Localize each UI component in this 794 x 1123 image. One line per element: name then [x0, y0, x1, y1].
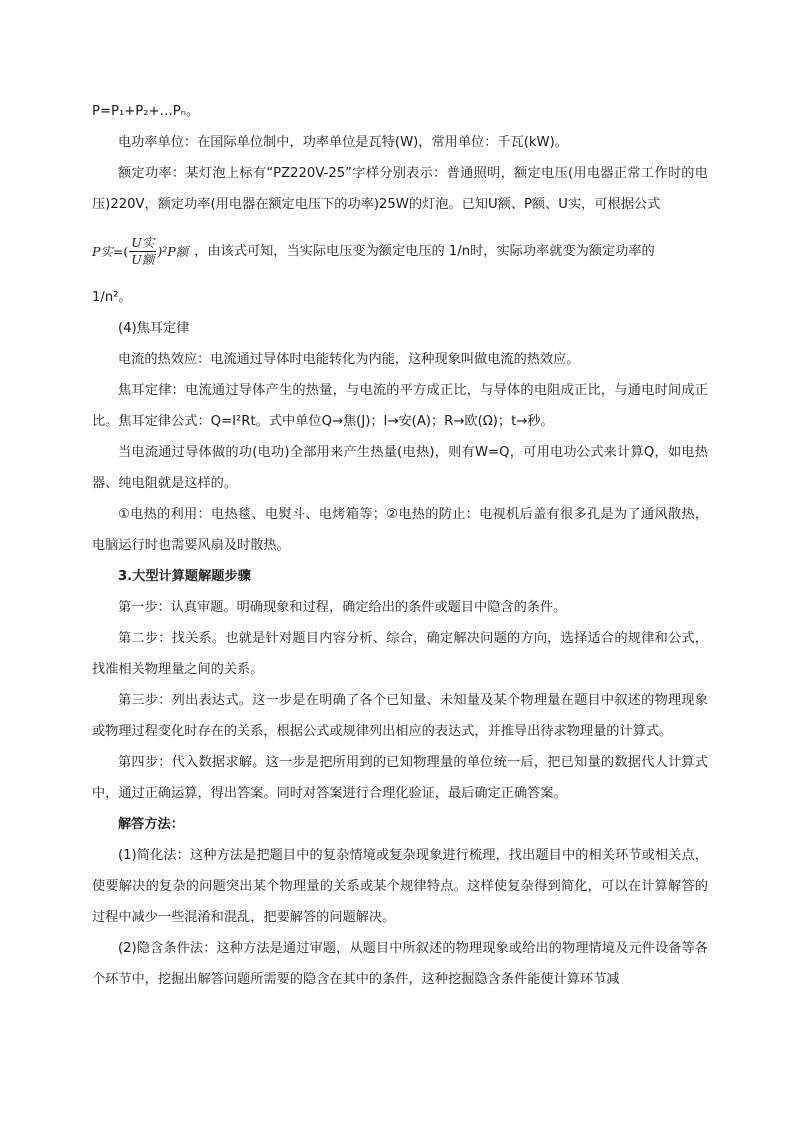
work-heat-paragraph: 当电流通过导体做的功(电功)全部用来产生热量(电热)，则有W=Q，可用电功公式来计算Q，如电热器、纯电阻就是这样的。 [92, 445, 708, 491]
step-two-paragraph: 第二步：找关系。也就是针对题目内容分析、综合，确定解决问题的方向，选择适合的规律和公式，找准相关物理量之间的关系。 [92, 631, 708, 677]
actual-power-formula-line [92, 220, 708, 282]
rated-power-paragraph: 额定功率：某灯泡上标有“PZ220V-25”字样分别表示：普通照明，额定电压(用电器正常工作时的电压)220V，额定功率(用电器在额定电压下的功率)25W的灯泡。已知U额、P额、U实，可根据公式 [92, 166, 708, 212]
hidden-condition-paragraph: (2)隐含条件法：这种方法是通过审题，从题目中所叙述的物理现象或给出的物理情境及元件设备等各个环节中，挖掘出解答问题所需要的隐含在其中的条件，这种挖掘隐含条件能使计算环节减 [92, 941, 708, 987]
step-three-paragraph: 第三步：列出表达式。这一步是在明确了各个已知量、未知量及某个物理量在题目中叙述的物理现象或物理过程变化时存在的关系，根据公式或规律列出相应的表达式，并推导出待求物理量的计算式。 [92, 693, 708, 739]
heat-use-paragraph: ①电热的利用：电热毯、电熨斗、电烤箱等；②电热的防止：电视机后盖有很多孔是为了通风散热，电脑运行时也需要风扇及时散热。 [92, 507, 708, 553]
formula-eq: =( [112, 243, 129, 259]
power-unit-paragraph: 电功率单位：在国际单位制中，功率单位是瓦特(W)，常用单位：千瓦(kW)。 [118, 135, 568, 150]
formula-fraction [129, 235, 156, 268]
step-four-paragraph: 第四步：代入数据求解。这一步是把所用到的已知物理量的单位统一后，把已知量的数据代人计算式中，通过正确运算，得出答案。同时对答案进行合理化验证，最后确定正确答案。 [92, 755, 708, 801]
joule-law-paragraph: 焦耳定律：电流通过导体产生的热量，与电流的平方成正比，与导体的电阻成正比，与通电时间成正比。焦耳定律公式：Q=I²Rt。式中单位Q→焦(J)；I→安(A)；R→欧(Ω)；t→秒。 [92, 383, 708, 429]
simplify-method-paragraph: (1)简化法：这种方法是把题目中的复杂情境或复杂现象进行梳理，找出题目中的相关环节或相关点，使要解决的复杂的问题突出某个物理量的关系或某个规律特点。这样使复杂得到简化，可以在计算解答的过程中减少一些混淆和混乱，把要解答的问题解决。 [92, 848, 708, 925]
formula-explanation: ，由该式可知，当实际电压变为额定电压的 1/n时，实际功率就变为额定功率的 [194, 243, 655, 259]
formula-numerator: U实 [131, 234, 155, 250]
step-one-paragraph: 第一步：认真审题。明确现象和过程，确定给出的条件或题目中隐含的条件。 [118, 600, 567, 615]
formula-lhs: P实 [92, 243, 113, 259]
actual-power-formula [92, 235, 188, 268]
heat-effect-paragraph: 电流的热效应：电流通过导体时电能转化为内能，这种现象叫做电流的热效应。 [118, 352, 580, 367]
steps-heading: 3.大型计算题解题步骤 [118, 569, 251, 584]
joule-law-heading: (4)焦耳定律 [118, 321, 190, 336]
formula-denominator: U额 [131, 251, 155, 267]
formula-end-line: 1/n²。 [92, 290, 132, 305]
methods-heading: 解答方法： [118, 817, 184, 832]
power-sum-formula: P=P₁+P₂+…Pₙ。 [92, 104, 200, 119]
document-body [92, 96, 708, 995]
formula-tail: )²P额 [157, 243, 189, 259]
